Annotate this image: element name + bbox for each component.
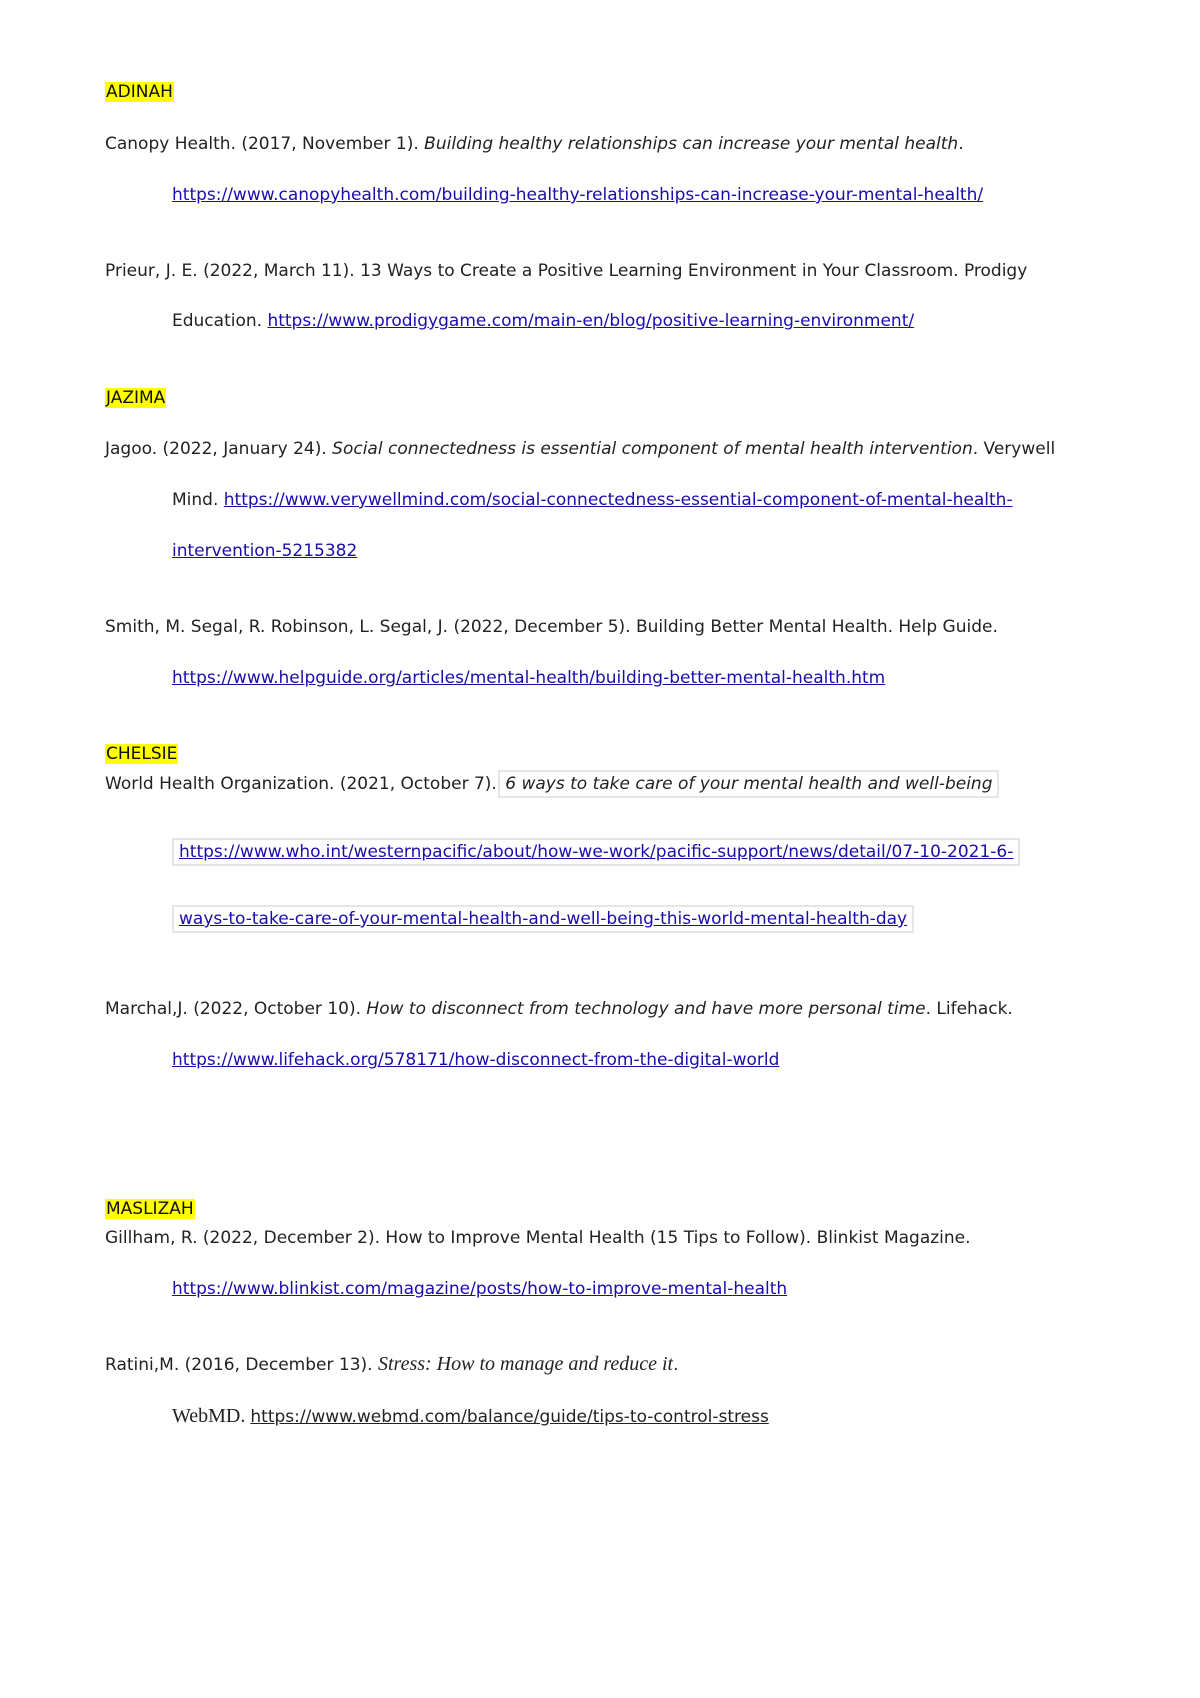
reference-link[interactable]: https://www.blinkist.com/magazine/posts/how-to-improve-mental-health xyxy=(172,1279,788,1299)
reference-link[interactable]: https://www.canopyhealth.com/building-healthy-relationships-can-increase-your-mental-health/ xyxy=(172,185,984,205)
reference-link-continued[interactable]: ways-to-take-care-of-your-mental-health-and-well-being-this-world-mental-health-day xyxy=(176,909,910,929)
reference-link[interactable]: https://www.prodigygame.com/main-en/blog/positive-learning-environment/ xyxy=(267,311,915,331)
reference-smith: Smith, M. Segal, R. Robinson, L. Segal, J. (2022, December 5). Building Better Mental Health. Help Guide. xyxy=(105,617,998,637)
reference-link[interactable]: https://www.lifehack.org/578171/how-disconnect-from-the-digital-world xyxy=(172,1050,780,1070)
reference-gillham: Gillham, R. (2022, December 2). How to Improve Mental Health (15 Tips to Follow). Blinkist Magazine. xyxy=(105,1228,971,1248)
reference-link[interactable]: https://www.helpguide.org/articles/mental-health/building-better-mental-health.htm xyxy=(172,668,886,688)
section-heading-maslizah: MASLIZAH xyxy=(106,1199,194,1219)
section-heading-jazima: JAZIMA xyxy=(106,388,166,408)
section-heading-adinah: ADINAH xyxy=(106,82,173,102)
reference-link[interactable]: https://www.verywellmind.com/social-connectedness-essential-component-of-mental-health- xyxy=(223,490,1013,510)
reference-canopy-health: Canopy Health. (2017, November 1). Building healthy relationships can increase your mental health. xyxy=(105,134,964,154)
reference-link[interactable]: https://www.who.int/westernpacific/about/how-we-work/pacific-support/news/detail/07-10-2021-6- xyxy=(176,842,1016,862)
reference-title: Social connectedness is essential component of mental health intervention xyxy=(332,439,973,459)
reference-jagoo: Jagoo. (2022, January 24). Social connectedness is essential component of mental health intervention. Verywell xyxy=(105,439,1056,459)
reference-link[interactable]: https://www.webmd.com/balance/guide/tips-to-control-stress xyxy=(250,1407,769,1427)
reference-who: World Health Organization. (2021, October 7). 6 ways to take care of your mental health and well-being . xyxy=(105,774,1001,794)
reference-title: 6 ways to take care of your mental health and well-being xyxy=(502,774,995,794)
reference-title: Building healthy relationships can increase your mental health xyxy=(424,134,959,154)
reference-prieur: Prieur, J. E. (2022, March 11). 13 Ways to Create a Positive Learning Environment in Your Classroom. Prodigy xyxy=(105,261,1028,281)
reference-title: How to disconnect from technology and have more personal time xyxy=(366,999,926,1019)
reference-marchal: Marchal,J. (2022, October 10). How to disconnect from technology and have more personal time. Lifehack. xyxy=(105,999,1013,1019)
section-heading-chelsie: CHELSIE xyxy=(106,744,178,764)
reference-link-continued[interactable]: intervention-5215382 xyxy=(172,541,358,561)
reference-ratini: Ratini,M. (2016, December 13). Stress: How to manage and reduce it. xyxy=(105,1353,679,1375)
reference-title: Stress: How to manage and reduce it xyxy=(377,1353,674,1375)
